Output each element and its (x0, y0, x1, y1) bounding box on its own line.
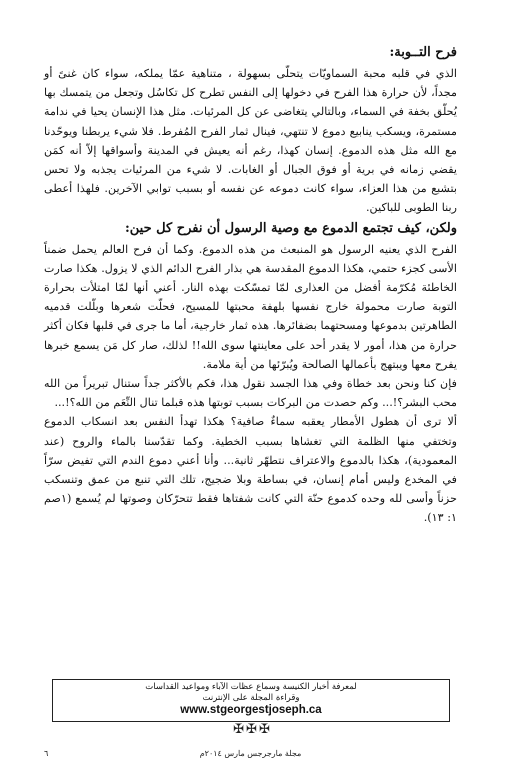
paragraph: ألا ترى أن هطول الأمطار يعقبه سماءٌ صافية؟ هكذا تهدأ النفس بعد انسكاب الدموع وتختفي منها الظلمة التي تغشاها بسبب الخطية. وكما تقدّسنا بالماء والروح (عند المعمودية)، هكذا بالدموع والاعتراف نتطهّر ثانية... وأنا أعني دموع الندم التي تفيض سرّاً في المخدع وليس أمام إنسان، في بساطة وبلا ضجيج، تلك التي تنبع من عمق وتنسكب حزناً وأسى لله وحده كدموع حنّة التي كانت شفتاها فقط تتحرّكان وصوتها لم يُسمع (١صم ١: ١٣). (44, 415, 457, 525)
paragraph: الذي في قلبه محبة السماويّات يتحلّى بسهولة ، متناهية عمّا يملكه، سواء كان غنىً أو مجداً، لأن حرارة هذا الفرح في دخولها إلى النفس تطرح كل تكاسُل وتجعل من يتمسك بها يُحلّق بخفة في السماء، وبالتالي يتغاضى عن كل المرئيات. مثل هذا الإنسان يحيا في ندامة مستمرة، ويسكب ينابيع دموع لا تنتهي، فينال ثمار الفرح المُفرط. فلا شيء يربطنا ويوحّدنا مع الله مثل هذه الدموع. إنسان كهذا، رغم أنه يعيش في المدينة وأسواقها إلاّ أنه كمَن يقضي زمانه في برية أو فوق الجبال أو الغابات. لا شيء من المرئيات يجذبه ولا تحس بتشبع من هذا العزاء، سواء كانت دموعه عن نفسه أو بسبب توابي الآخرين. فلهذا أعطى ربنا الطوبى للباكين. (44, 67, 457, 215)
article-body (44, 44, 457, 528)
coptic-crosses-icon: ✠✠✠ (233, 722, 272, 737)
paragraph: فإن كنا ونحن بعد خطاة وفي هذا الجسد نقول هذا، فكم بالأكثر جداً ستنال تبريراً من الله محب البشر؟!... وكم حصدت من البركات بسبب توبتها هذه قبلما تنال النِّعَم من الله؟!... (44, 377, 457, 410)
website-link[interactable]: www.stgeorgestjoseph.ca (180, 704, 322, 716)
paragraph: الفرح الذي يعنيه الرسول هو المنبعث من هذه الدموع. وكما أن فرح العالم يحمل ضمناً الأسى كجزء حتمي، هكذا الدموع المقدسة هي بذار الفرح الدائم الذي لا يزول. هكذا صارت الخاطئة مُكرّمة أفضل من العذارى لمّا تمسّكت بهذه النار. أعني أنها لمّا امتلأت بحرارة التوبة صارت محمولة خارج نفسها بلهفة محبتها للمسيح، فحلّت شعرها وبلّلت قدميه الطاهرتين بدموعها ومسحتهما بضفائرها. هذه ثمار خارجية، أما ما جرى في قلبها فكان أكثر حرارة من هذا، أمور لا يقدر أحد على معاينتها سوى الله!! لذلك، صار كل مَن يسمع خبرها يفرح معها ويبتهج بأعمالها الصالحة ويُبرّئها من أية ملامة. (44, 242, 457, 371)
page-footer (44, 749, 457, 758)
section-heading-question: ولكن، كيف تجتمع الدموع مع وصية الرسول أن نفرح كل حين: (124, 220, 457, 236)
section-heading-repentance: فرح التــوبة: (389, 45, 457, 60)
page-number: ٦ (44, 749, 49, 758)
info-box (52, 679, 450, 722)
info-box-line: لمعرفة أخبار الكنيسة وسماع عظات الآباء ومواعيد القداسات (145, 682, 357, 692)
info-box-line: وقراءة المجلة على الإنترنت (202, 693, 300, 703)
magazine-title: مجلة مارجرجس مارس ٢٠١٤م (199, 749, 302, 758)
